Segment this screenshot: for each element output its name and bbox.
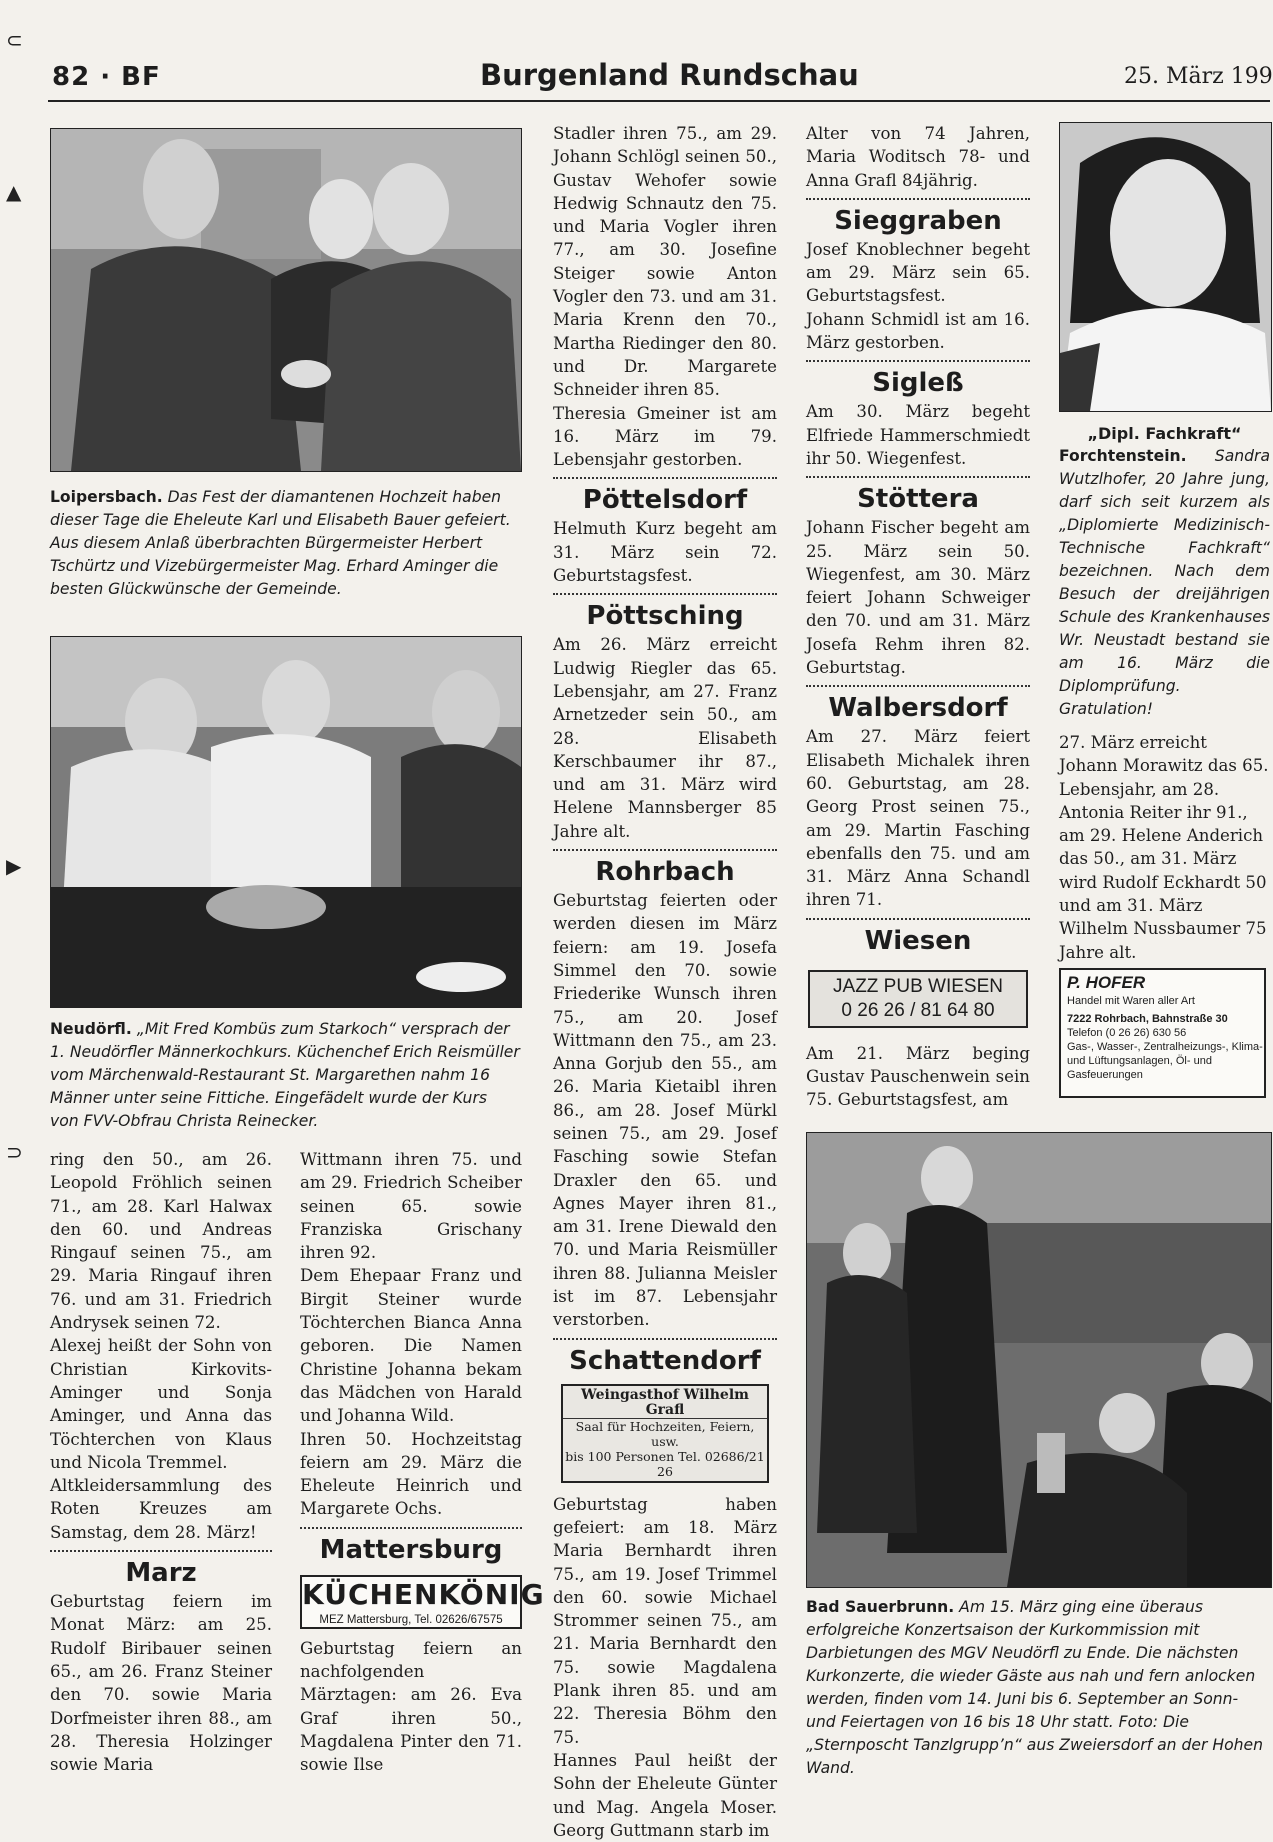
- caption-place: Neudörfl.: [50, 1020, 132, 1038]
- dotted-divider: [50, 1550, 272, 1552]
- paragraph: Am 21. März beging Gustav Pauschenwein sein 75. Geburtstagsfest, am: [806, 1043, 1030, 1110]
- column-5-text: [1059, 731, 1270, 971]
- caption-text: Das Fest der diamantenen Hochzeit haben dieser Tage die Eheleute Karl und Elisabeth Bauer gefeiert. Aus diesem Anlaß überbrachten Bürgermeister Herbert Tschürtz und Vizebürgermeister Mag. Erhard Aminger die besten Glückwünsche der Gemeinde.: [50, 488, 511, 598]
- paragraph: Alter von 74 Jahren, Maria Woditsch 78- und Anna Grafl 84jährig.: [806, 124, 1030, 190]
- dotted-divider: [806, 685, 1030, 687]
- ad-kuechenkoenig: [300, 1575, 545, 1629]
- paragraph: Hannes Paul heißt der Sohn der Eheleute Günter und Mag. Angela Moser. Georg Guttmann starb im: [553, 1750, 777, 1840]
- ad-line: Saal für Hochzeiten, Feiern, usw.: [575, 1418, 755, 1449]
- paragraph: Am 26. März erreicht Ludwig Riegler das 65. Lebensjahr, am 27. Franz Arnetzeder sein 50., am 28. Elisabeth Kerschbaumer ihr 87., und am 31. März wird Helene Mannsberger 85 Jahre alt.: [553, 635, 777, 841]
- heading-marz: Marz: [125, 1558, 197, 1589]
- heading-poettelsdorf: Pöttelsdorf: [582, 485, 748, 516]
- column-2: [300, 1148, 545, 1775]
- issue-date: 25. März 199: [1124, 64, 1273, 89]
- paragraph: Geburtstag haben gefeiert: am 18. März Maria Bernhardt ihren 75., am 19. Josef Trimmel den 60. sowie Michael Strommer seinen 75., am 21. Maria Bernhardt den 75. sowie Magdalena Plank ihren 85. und am 22. Theresia Böhm den 75.: [553, 1494, 777, 1747]
- column-1: [50, 1148, 272, 1775]
- paragraph: Ihren 50. Hochzeitstag feiern am 29. März die Eheleute Heinrich und Margarete Ochs.: [300, 1429, 522, 1519]
- scan-hole-marker: ⊃: [6, 1140, 23, 1164]
- heading-stoettera: Stöttera: [857, 484, 979, 515]
- column-4: [806, 122, 1030, 1110]
- heading-sigless: Sigleß: [872, 368, 964, 399]
- column-5: [1059, 422, 1270, 971]
- page-number: 82 · BF: [52, 62, 161, 92]
- ad-weingasthof-grafl: [561, 1384, 769, 1483]
- ad-jazz-pub-wiesen: [808, 970, 1028, 1028]
- heading-schattendorf: Schattendorf: [569, 1345, 761, 1376]
- scan-hole-marker: ⊂: [6, 28, 23, 52]
- column-3: [553, 122, 777, 1840]
- dotted-divider: [553, 849, 777, 851]
- ad-line: Telefon (0 26 26) 630 56: [1067, 1027, 1187, 1039]
- ad-line: 7222 Rohrbach, Bahnstraße 30: [1067, 1013, 1228, 1025]
- dotted-divider: [806, 476, 1030, 478]
- caption-forchtenstein: [1059, 445, 1270, 725]
- photo-loipersbach: [50, 128, 522, 472]
- paragraph: Theresia Gmeiner ist am 16. März im 79. Lebensjahr gestorben.: [553, 403, 777, 470]
- paragraph: Helmuth Kurz begeht am 31. März sein 72. Geburtstagsfest.: [553, 519, 777, 586]
- scan-arrow-marker: ▲: [6, 180, 22, 204]
- caption-text: Am 15. März ging eine überaus erfolgreiche Konzertsaison der Kurkommission mit Darbietungen des MGV Neudörfl zu Ende. Die nächsten Kurkonzerte, die wieder Gäste aus nah und fern anlocken werden, finden vom 14. Juni bis 6. September an Sonn- und Feiertagen von 16 bis 18 Uhr statt. Foto: Die „Sternposcht Tanzlgrupp’n“ aus Zweiersdorf an der Hohen Wand.: [806, 1598, 1263, 1777]
- paragraph: Johann Schmidl ist am 16. März gestorben.: [806, 309, 1030, 353]
- paragraph: Stadler ihren 75., am 29. Johann Schlögl seinen 50., Gustav Wehofer sowie Hedwig Schnautz den 75. und Maria Vogler ihren 77., am 30. Josefine Steiger sowie Anton Vogler den 73. und am 31. Maria Krenn den 70., Martha Riedinger den 80. und Dr. Margarete Schneider ihren 85.: [553, 124, 777, 400]
- heading-walbersdorf: Walbersdorf: [828, 693, 1008, 724]
- ad-phone: 0 26 26 / 81 64 80: [841, 999, 995, 1021]
- ad-line: Handel mit Waren aller Art: [1067, 995, 1195, 1007]
- caption-neudoerfl: [50, 1018, 520, 1134]
- paragraph: 27. März erreicht Johann Morawitz das 65. Lebensjahr, am 28. Antonia Reiter ihr 91., am 29. Helene Anderich das 50., am 31. März wird Rudolf Eckhardt 50 und am 31. März Wilhelm Nussbaumer 75 Jahre alt.: [1059, 733, 1269, 962]
- ad-line: Gas-, Wasser-, Zentralheizungs-, Klima- und Lüftungsanlagen, Öl- und Gasfeuerungen: [1067, 1041, 1263, 1081]
- heading-mattersburg: Mattersburg: [319, 1534, 503, 1565]
- heading-wiesen: Wiesen: [864, 925, 972, 956]
- paragraph: Geburtstag feierten oder werden diesen im März feiern: am 19. Josefa Simmel den 70. sowie Friederike Wunsch ihren 75., am 20. Josef Wittmann den 75., am 23. Anna Gorjub den 55., am 26. Maria Kietaibl ihren 86., am 28. Josef Mürkl seinen 75., am 29. Josef Fasching sowie Stefan Draxler den 65. und Agnes Mayer ihren 81., am 31. Irene Diewald den 70. und Maria Reismüller ihren 88. Julianna Meisler ist im 87. Lebensjahr verstorben.: [553, 891, 777, 1330]
- heading-rohrbach: Rohrbach: [595, 857, 735, 888]
- paragraph: ring den 50., am 26. Leopold Fröhlich seinen 71., am 28. Karl Halwax den 60. und Andreas Ringauf seinen 75., am 29. Maria Ringauf ihren 76. und am 31. Friedrich Andrysek seinen 72.: [50, 1150, 272, 1333]
- dotted-divider: [553, 1338, 777, 1340]
- paragraph: Geburtstag feiern an nachfolgenden Märztagen: am 26. Eva Graf ihren 50., Magdalena Pinter den 71. sowie Ilse: [300, 1638, 522, 1775]
- dotted-divider: [806, 198, 1030, 200]
- caption-place: Bad Sauerbrunn.: [806, 1598, 955, 1616]
- caption-bad-sauerbrunn: [806, 1596, 1270, 1776]
- paragraph: Dem Ehepaar Franz und Birgit Steiner wurde Töchterchen Bianca Anna geboren. Die Namen Christine Johanna bekam das Mädchen von Harald und Johanna Wild.: [300, 1266, 522, 1426]
- ad-contact: MEZ Mattersburg, Tel. 02626/67575: [319, 1613, 503, 1626]
- header-rule: [48, 100, 1270, 102]
- dotted-divider: [806, 918, 1030, 920]
- heading-sieggraben: Sieggraben: [834, 205, 1002, 236]
- dotted-divider: [806, 360, 1030, 362]
- dotted-divider: [553, 477, 777, 479]
- caption-place: Forchtenstein.: [1059, 447, 1187, 465]
- paragraph: Alexej heißt der Sohn von Christian Kirkovits-Aminger und Sonja Aminger, und Anna das Töchterchen von Klaus und Nicola Tremmel.: [50, 1336, 272, 1472]
- scan-arrow-marker: ▶: [6, 854, 22, 878]
- paragraph: Altkleidersammlung des Roten Kreuzes am Samstag, dem 28. März!: [50, 1476, 272, 1542]
- paragraph: Josef Knoblechner begeht am 29. März sein 65. Geburtstagsfest.: [806, 239, 1030, 306]
- ad-p-hofer: [1059, 968, 1266, 1098]
- ad-title: JAZZ PUB WIESEN: [833, 975, 1003, 997]
- ad-title: Weingasthof Wilhelm Grafl: [563, 1388, 767, 1419]
- ad-title: P. HOFER: [1067, 973, 1146, 992]
- photo-neudoerfl: [50, 636, 522, 1008]
- ad-line: bis 100 Personen Tel. 02686/21 26: [565, 1448, 765, 1479]
- paragraph: Am 27. März feiert Elisabeth Michalek ihren 60. Geburtstag, am 28. Georg Prost seinen 75., am 29. Martin Fasching ebenfalls den 75. und am 31. März Anna Schandl ihren 71.: [806, 727, 1030, 910]
- photo-bad-sauerbrunn: [806, 1132, 1272, 1588]
- caption-loipersbach: [50, 486, 520, 602]
- heading-poettsching: Pöttsching: [586, 601, 744, 632]
- photo-forchtenstein-portrait: [1059, 122, 1272, 412]
- caption-place: Loipersbach.: [50, 488, 163, 506]
- paragraph: Wittmann ihren 75. und am 29. Friedrich Scheiber seinen 65. sowie Franziska Grischany ihren 92.: [300, 1150, 522, 1263]
- dotted-divider: [300, 1527, 522, 1529]
- paragraph: Johann Fischer begeht am 25. März sein 50. Wiegenfest, am 30. März feiert Johann Schweiger den 70. und am 31. März Josefa Rehm ihren 82. Geburtstag.: [806, 518, 1030, 678]
- caption-text: „Mit Fred Kombüs zum Starkoch“ versprach der 1. Neudörfler Männerkochkurs. Küchenchef Erich Reismüller vom Märchenwald-Restaurant St. Margarethen nahm 16 Männer unter seine Fittiche. Eingefädelt wurde der Kurs von FVV-Obfrau Christa Reinecker.: [50, 1020, 520, 1130]
- paragraph: Geburtstag feiern im Monat März: am 25. Rudolf Biribauer seinen 65., am 26. Franz Steiner den 70. sowie Maria Dorfmeister ihren 88., am 28. Theresia Holzinger sowie Maria: [50, 1592, 272, 1775]
- newspaper-title: Burgenland Rundschau: [480, 58, 859, 92]
- dotted-divider: [553, 593, 777, 595]
- paragraph: Am 30. März begeht Elfriede Hammerschmiedt ihr 50. Wiegenfest.: [806, 402, 1030, 468]
- ad-title: KÜCHENKÖNIG: [302, 1577, 545, 1611]
- caption-heading: „Dipl. Fachkraft“: [1087, 424, 1242, 443]
- caption-text: Sandra Wutzlhofer, 20 Jahre jung, darf sich seit kurzem als „Diplomierte Medizinisch-Technische Fachkraft“ bezeichnen. Nach dem Besuch der dreijährigen Schule des Krankenhauses Wr. Neustadt bestand sie am 16. März die Diplomprüfung. Gratulation!: [1059, 447, 1270, 718]
